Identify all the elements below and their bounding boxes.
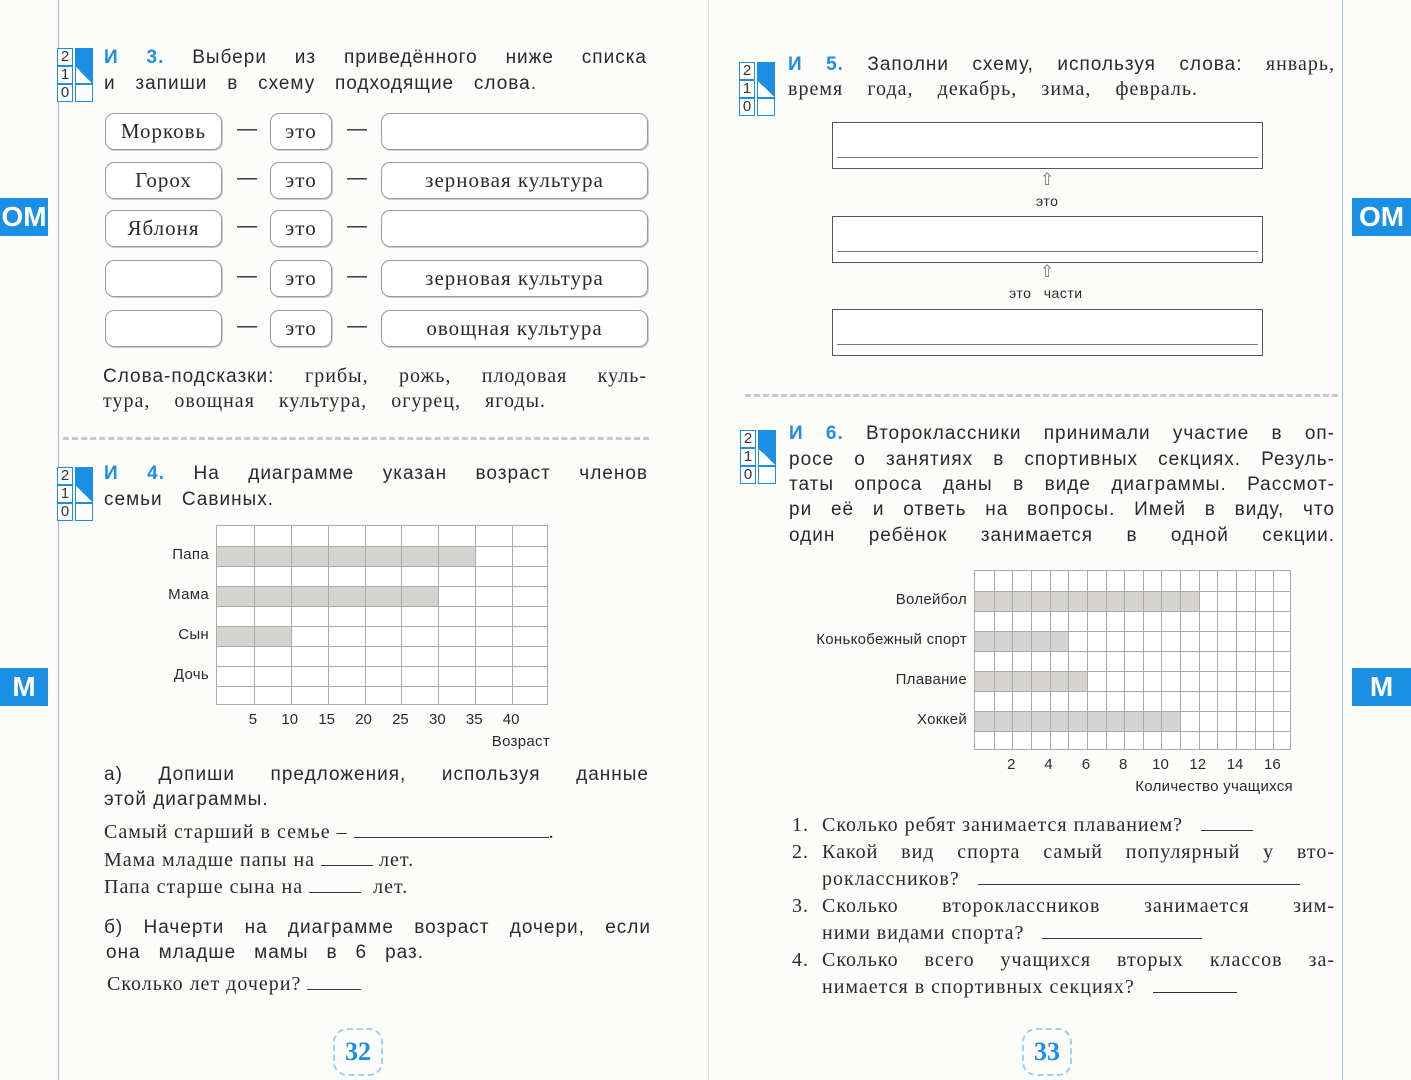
sentence-text: Самый старший в семье –: [104, 821, 348, 843]
grid-line: [1217, 571, 1218, 749]
task5-line-1: [788, 53, 1335, 76]
dash: —: [237, 118, 257, 140]
side-tab-om-left: ОМ: [0, 198, 48, 236]
score-number: 1: [739, 80, 755, 98]
answer-blank[interactable]: [1042, 925, 1202, 939]
arrow-up-icon: ⇧: [1040, 170, 1055, 189]
arrow-label-2: это части: [1009, 285, 1083, 301]
category-label: Мама: [168, 586, 209, 603]
page-number-right: 33: [1022, 1028, 1072, 1076]
category-box[interactable]: [381, 210, 648, 247]
score-mark-icon: [75, 84, 93, 102]
daughter-question: [107, 973, 361, 996]
tick-label: 30: [428, 711, 446, 728]
task5-words: январь,: [1265, 53, 1335, 75]
tick-label: 5: [248, 711, 258, 728]
answer-blank[interactable]: [1201, 817, 1253, 831]
score-box: [57, 48, 93, 102]
category-label: Конькобежный спорт: [816, 631, 967, 648]
score-mark-icon: [758, 448, 776, 466]
category-label: Хоккей: [917, 711, 967, 728]
side-tab-m-right: М: [1352, 668, 1411, 706]
task3-hint-line-1: [103, 365, 647, 388]
tick-label: 20: [355, 711, 372, 728]
grid-line: [1180, 571, 1181, 749]
score-box: [740, 430, 776, 484]
scheme-box-1[interactable]: [832, 122, 1263, 169]
tick-label: 16: [1264, 756, 1281, 773]
chart-grid: [216, 525, 548, 705]
grid-line: [1087, 571, 1088, 749]
category-box[interactable]: овощная культура: [381, 310, 648, 347]
score-mark-icon: [758, 466, 776, 484]
grid-line: [1124, 571, 1125, 749]
grid-line: [217, 686, 547, 687]
tick-label: 25: [392, 711, 409, 728]
grid-line: [975, 611, 1290, 612]
grid-line: [217, 566, 547, 567]
tick-label: 35: [465, 711, 483, 728]
grid-line: [291, 526, 292, 704]
word-box[interactable]: [105, 310, 222, 347]
sentence-text: Папа старше сына на: [104, 876, 304, 898]
word-box[interactable]: Морковь: [105, 113, 222, 150]
grid-line: [217, 546, 547, 547]
question-line: [822, 841, 1335, 864]
dash: —: [347, 265, 367, 287]
question-text: нимается в спортивных секциях?: [822, 976, 1135, 998]
dash: —: [347, 118, 367, 140]
question-line: [822, 976, 1237, 999]
arrow-up-icon: ⇧: [1040, 262, 1055, 281]
tick-label: 2: [1007, 756, 1016, 773]
score-number: 1: [740, 448, 756, 466]
task6-line: таты опроса даны в виде диаграммы. Рассмот-: [789, 474, 1335, 495]
question-line: [822, 895, 1335, 918]
question-line: [822, 814, 1253, 837]
hint-words: грибы, рожь, плодовая куль-: [305, 365, 647, 387]
score-mark-icon: [757, 62, 775, 80]
dash: —: [237, 265, 257, 287]
grid-line: [994, 571, 995, 749]
grid-line: [1012, 571, 1013, 749]
page-number-left: 32: [333, 1028, 383, 1076]
page-margin-line: [1342, 0, 1343, 1080]
years-word: лет.: [379, 849, 415, 871]
category-box[interactable]: зерновая культура: [381, 162, 648, 199]
grid-line: [254, 526, 255, 704]
score-number: 2: [740, 430, 756, 448]
section-divider: [745, 394, 1338, 397]
connector-box: это: [270, 310, 332, 347]
question-text: Сколько всего учащихся вторых классов за-: [822, 949, 1335, 971]
grid-line: [975, 731, 1290, 732]
score-number: 0: [57, 84, 73, 102]
grid-line: [1199, 571, 1200, 749]
answer-blank[interactable]: [1153, 979, 1237, 993]
task5-text: Заполни схему, используя слова:: [867, 54, 1243, 75]
grid-line: [1031, 571, 1032, 749]
question-line: [822, 868, 1300, 891]
sentence-mom: [104, 849, 414, 872]
grid-line: [217, 666, 547, 667]
page-margin-line: [58, 0, 59, 1080]
grid-line: [1273, 571, 1274, 749]
score-number: 1: [57, 66, 73, 84]
tick-label: 8: [1119, 756, 1128, 773]
answer-blank[interactable]: [307, 976, 361, 990]
question-line: [822, 922, 1202, 945]
task4-number: И 4.: [104, 463, 165, 484]
question-number: 4.: [792, 949, 809, 971]
question-text: Сколько лет дочери?: [107, 973, 302, 995]
grid-line: [975, 671, 1290, 672]
tick-label: 6: [1081, 756, 1091, 773]
grid-line: [328, 526, 329, 704]
task6-line: [789, 423, 1335, 445]
score-mark-icon: [75, 48, 93, 66]
task3-line-1: [104, 47, 647, 69]
scheme-box-2[interactable]: [832, 216, 1263, 263]
task4-b-line-2: она младше мамы в 6 раз.: [106, 942, 424, 963]
grid-line: [975, 591, 1290, 592]
bar: [975, 711, 1180, 731]
score-number: 1: [57, 485, 73, 503]
category-box[interactable]: [381, 113, 648, 150]
task3-number: И 3.: [104, 47, 165, 68]
score-box: [739, 62, 775, 116]
category-label: Волейбол: [895, 591, 967, 608]
category-label: Дочь: [173, 666, 209, 683]
side-tab-om-right: ОМ: [1352, 198, 1411, 236]
grid-line: [217, 606, 547, 607]
grid-line: [365, 526, 366, 704]
dash: —: [347, 215, 367, 237]
answer-blank[interactable]: [309, 879, 361, 893]
grid-line: [975, 651, 1290, 652]
task6-line: росе о занятиях в спортивных секциях. Резуль-: [789, 449, 1335, 470]
question-number: 3.: [792, 895, 809, 917]
dash: —: [237, 315, 257, 337]
sentence-text: Мама младше папы на: [104, 849, 316, 871]
task6-line: один ребёнок занимается в одной секции.: [789, 525, 1335, 546]
task3-hint-line-2: тура, овощная культура, огурец, ягоды.: [103, 390, 546, 412]
category-label: Папа: [172, 546, 209, 563]
arrow-label-1: это: [1036, 193, 1059, 209]
grid-line: [438, 526, 439, 704]
answer-blank[interactable]: [978, 871, 1300, 885]
grid-line: [975, 631, 1290, 632]
dash: —: [237, 167, 257, 189]
bar: [217, 546, 475, 566]
grid-line: [401, 526, 402, 704]
grid-line: [217, 626, 547, 627]
connector-box: это: [270, 210, 332, 247]
sentence-oldest: [104, 821, 555, 844]
answer-blank[interactable]: [321, 852, 373, 866]
grid-line: [975, 711, 1290, 712]
word-box[interactable]: [105, 260, 222, 297]
word-box[interactable]: Горох: [105, 162, 222, 199]
score-number: 2: [57, 48, 73, 66]
grid-line: [975, 691, 1290, 692]
task3-text: Выбери из приведённого ниже списка: [192, 47, 647, 68]
task6-text: Второклассники принимали участие в оп-: [866, 423, 1336, 444]
task4-line-2: семьи Савиных.: [104, 489, 274, 510]
category-label: Сын: [178, 626, 209, 643]
bar: [975, 631, 1068, 651]
side-tab-m-left: М: [0, 668, 48, 706]
connector-box: это: [270, 162, 332, 199]
word-box[interactable]: Яблоня: [105, 210, 222, 247]
tick-label: 10: [281, 711, 299, 728]
task5-number: И 5.: [788, 54, 844, 75]
tick-label: 15: [318, 711, 335, 728]
grid-line: [1068, 571, 1069, 749]
period: .: [548, 821, 555, 843]
dash: —: [237, 215, 257, 237]
question-text: ними видами спорта?: [822, 922, 1025, 944]
score-mark-icon: [757, 80, 775, 98]
grid-line: [1143, 571, 1144, 749]
grid-line: [1161, 571, 1162, 749]
question-text: Какой вид спорта самый популярный у вто-: [822, 841, 1335, 863]
task6-number: И 6.: [789, 423, 844, 444]
task4-b-line-1: б) Начерти на диаграмме возраст дочери, если: [104, 917, 651, 938]
score-mark-icon: [757, 98, 775, 116]
tick-label: 4: [1044, 756, 1053, 773]
score-number: 2: [57, 467, 73, 485]
score-number: 2: [739, 62, 755, 80]
sentence-dad: [104, 876, 408, 899]
task4-a-line-1: а) Допиши предложения, используя данные: [104, 764, 649, 785]
question-text: роклассников?: [822, 868, 960, 890]
score-mark-icon: [75, 467, 93, 485]
score-number: 0: [57, 503, 73, 521]
scheme-box-3[interactable]: [832, 309, 1263, 356]
grid-line: [475, 526, 476, 704]
tick-label: 40: [502, 711, 520, 728]
tick-label: 10: [1152, 756, 1169, 773]
dash: —: [347, 315, 367, 337]
axis-label: Количество учащихся: [1135, 778, 1293, 795]
grid-line: [1236, 571, 1237, 749]
category-box[interactable]: зерновая культура: [381, 260, 648, 297]
score-number: 0: [739, 98, 755, 116]
dash: —: [347, 167, 367, 189]
question-text: Сколько второклассников занимается зим-: [822, 895, 1335, 917]
connector-box: это: [270, 260, 332, 297]
years-word: лет.: [373, 876, 409, 898]
score-mark-icon: [758, 430, 776, 448]
grid-line: [1050, 571, 1051, 749]
task5-line-2: время года, декабрь, зима, февраль.: [788, 78, 1198, 100]
tick-label: 12: [1189, 756, 1207, 773]
question-line: [822, 949, 1335, 972]
question-text: Сколько ребят занимается плаванием?: [822, 814, 1184, 836]
hint-label: Слова-подсказки:: [103, 366, 275, 387]
tick-label: 14: [1226, 756, 1244, 773]
page-fold: [708, 0, 709, 1080]
score-box: [57, 467, 93, 521]
grid-line: [1255, 571, 1256, 749]
answer-blank[interactable]: [354, 824, 549, 838]
question-number: 1.: [792, 814, 809, 836]
grid-line: [217, 586, 547, 587]
score-number: 0: [740, 466, 756, 484]
grid-line: [217, 646, 547, 647]
score-mark-icon: [75, 503, 93, 521]
axis-label: Возраст: [491, 733, 550, 750]
task3-line-2: и запиши в схему подходящие слова.: [104, 73, 537, 94]
score-mark-icon: [75, 66, 93, 84]
question-number: 2.: [792, 841, 809, 863]
task4-line-1: [104, 463, 648, 485]
section-divider: [63, 437, 649, 440]
score-mark-icon: [75, 485, 93, 503]
task6-line: ри её и ответь на вопросы. Имей в виду, что: [789, 499, 1335, 520]
grid-line: [512, 526, 513, 704]
chart-grid: [974, 570, 1291, 750]
connector-box: это: [270, 113, 332, 150]
category-label: Плавание: [895, 671, 967, 688]
grid-line: [1106, 571, 1107, 749]
task4-text: На диаграмме указан возраст членов: [193, 463, 649, 484]
task4-a-line-2: этой диаграммы.: [104, 789, 269, 810]
